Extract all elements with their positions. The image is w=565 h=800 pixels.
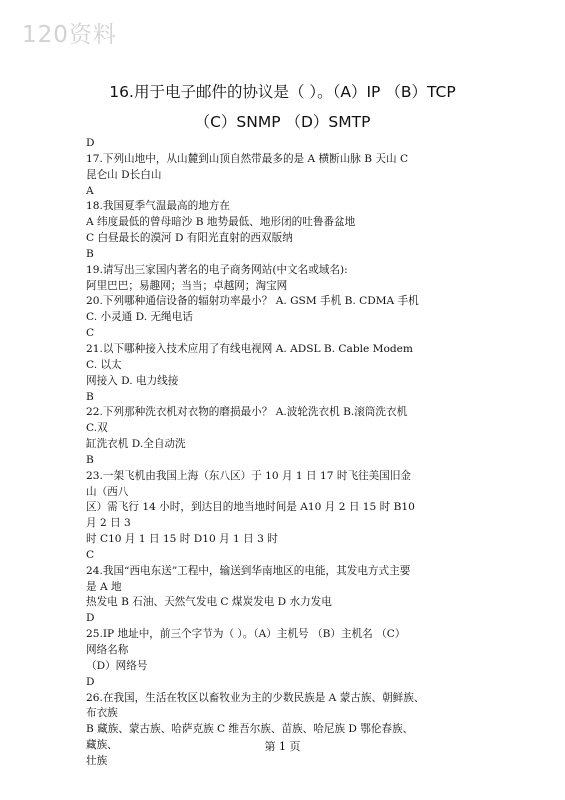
text-line: 17.下列山地中，从山麓到山顶自然带最多的是 A 横断山脉 B 天山 C: [86, 152, 409, 165]
text-line: B: [86, 390, 94, 403]
text-line: 22.下列那种洗衣机对衣物的磨损最小？ A.波轮洗衣机 B.滚筒洗衣机: [86, 406, 408, 419]
text-line: 23.一架飞机由我国上海（东八区）于 10 月 1 日 17 时飞往美国旧金: [86, 469, 412, 482]
text-line: 是 A 地: [86, 580, 122, 593]
text-line: A: [86, 184, 94, 197]
text-line: 25.IP 地址中，前三个字节为（ ）。（A）主机号 （B）主机名 （C）: [86, 628, 406, 641]
text-line: B 藏族、蒙古族、哈萨克族 C 维吾尔族、苗族、哈尼族 D 鄂伦春族、: [86, 723, 414, 736]
question-16-title-line-2: （C）SNMP （D）SMTP: [194, 113, 371, 131]
text-line: B: [86, 247, 94, 260]
text-line: 山（西八: [86, 485, 129, 498]
page-footer: 第 1 页: [264, 740, 301, 753]
text-line: 网接入 D. 电力线接: [86, 374, 179, 387]
text-line: D: [86, 675, 95, 688]
question-16-title-line-1: 16.用于电子邮件的协议是（ ）。（A）IP （B）TCP: [109, 83, 456, 101]
text-line: C.双: [86, 422, 108, 435]
text-line: 藏族、: [86, 739, 118, 752]
watermark: 120资料: [22, 22, 117, 48]
text-line: A 纬度最低的曾母暗沙 B 地势最低、地形闭的吐鲁番盆地: [86, 216, 356, 229]
text-line: 热发电 B 石油、天然气发电 C 煤炭发电 D 水力发电: [86, 596, 332, 609]
text-line: D: [86, 612, 95, 625]
text-line: C: [86, 548, 95, 561]
text-line: 26.在我国，生活在牧区以畜牧业为主的少数民族是 A 蒙古族、朝鲜族、: [86, 691, 425, 704]
text-line: 区）需飞行 14 小时，到达目的地当地时间是 A10 月 2 日 15 时 B10: [86, 501, 415, 514]
text-line: D: [86, 137, 95, 149]
document-body: [86, 136, 496, 770]
text-line: C 白昼最长的漠河 D 有阳光直射的西双版纳: [86, 232, 293, 245]
text-line: 19.请写出三家国内著名的电子商务网站(中文名或域名):: [86, 263, 348, 276]
text-line: B: [86, 453, 94, 466]
text-line: C: [86, 327, 95, 340]
text-line: 18.我国夏季气温最高的地方在: [86, 200, 230, 213]
text-line: 阿里巴巴；易趣网；当当；卓越网；淘宝网: [86, 279, 288, 292]
text-line: 24.我国“西电东送”工程中，输送到华南地区的电能，其发电方式主要: [86, 564, 411, 577]
text-line: 时 C10 月 1 日 15 时 D10 月 1 日 3 时: [86, 533, 278, 546]
text-line: C. 小灵通 D. 无绳电话: [86, 311, 193, 324]
text-line: 昆仑山 D长白山: [86, 168, 162, 181]
text-line: 21.以下哪种接入技术应用了有线电视网 A. ADSL B. Cable Modem: [86, 342, 413, 355]
text-line: 网络名称: [86, 644, 129, 656]
text-line: 布衣族: [86, 707, 118, 720]
text-line: C. 以太: [86, 358, 122, 371]
text-line: 缸洗衣机 D.全自动洗: [86, 438, 186, 451]
text-line: 月 2 日 3: [86, 517, 131, 530]
text-line: 壮族: [86, 754, 108, 767]
text-line: （D）网络号: [86, 659, 148, 672]
text-line: 20.下列哪种通信设备的辐射功率最小？ A. GSM 手机 B. CDMA 手机: [86, 295, 419, 308]
